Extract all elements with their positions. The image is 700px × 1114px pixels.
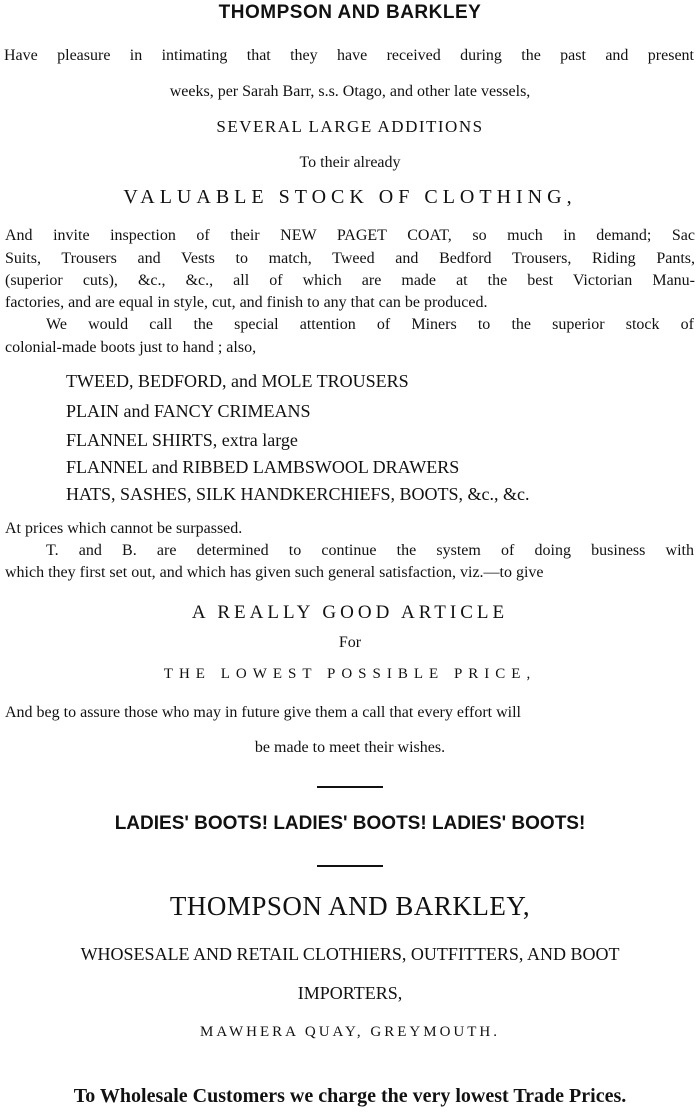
invite-line-2: Suits, Trousers and Vests to match, Tweed and Bedford Trousers, Riding Pants, [5,250,695,267]
additions-heading: SEVERAL LARGE ADDITIONS [216,117,484,136]
ladies-boots-banner: LADIES' BOOTS! LADIES' BOOTS! LADIES' BOOTS! [114,813,586,834]
assure-line-1: And beg to assure those who may in future give them a call that every effort will [5,704,521,721]
stock-item: FLANNEL SHIRTS, extra large [66,430,298,450]
intro-line-2: weeks, per Sarah Barr, s.s. Otago, and other late vessels, [169,83,531,100]
invite-line-4: factories, and are equal in style, cut, and finish to any that can be produced. [5,294,488,311]
lowest-price-heading: THE LOWEST POSSIBLE PRICE, [163,666,537,682]
system-line-2: which they first set out, and which has given such general satisfaction, viz.—to give [5,564,544,581]
ad-title: THOMPSON AND BARKLEY [218,2,482,23]
prices-line: At prices which cannot be surpassed. [5,520,243,537]
article-heading: A REALLY GOOD ARTICLE [191,602,509,623]
stock-item: HATS, SASHES, SILK HANDKERCHIEFS, BOOTS, &c., &c. [66,484,530,504]
wholesale-note: To Wholesale Customers we charge the very lowest Trade Prices. [73,1085,627,1107]
stock-item: PLAIN and FANCY CRIMEANS [66,401,311,421]
miners-line-2: colonial-made boots just to hand ; also, [5,339,257,356]
miners-line-1: We would call the special attention of Miners to the superior stock of [46,316,694,333]
for-line: For [338,634,362,651]
invite-line-1: And invite inspection of their NEW PAGET COAT, so much in demand; Sac [5,227,695,244]
trade-line-1: WHOSESALE AND RETAIL CLOTHIERS, OUTFITTERS, AND BOOT [80,944,620,964]
stock-item: FLANNEL and RIBBED LAMBSWOOL DRAWERS [66,457,460,477]
system-line-1: T. and B. are determined to continue the system of doing business with [46,542,694,559]
stock-heading: VALUABLE STOCK OF CLOTHING, [123,186,577,208]
assure-line-2: be made to meet their wishes. [254,739,446,756]
already-line: To their already [299,154,401,171]
address-line: MAWHERA QUAY, GREYMOUTH. [200,1024,500,1040]
firm-name: THOMPSON AND BARKLEY, [169,891,531,921]
divider-rule [317,865,383,867]
intro-line-1: Have pleasure in intimating that they have received during the past and present [4,47,694,64]
divider-rule [317,786,383,788]
trade-line-2: IMPORTERS, [297,983,403,1003]
stock-item: TWEED, BEDFORD, and MOLE TROUSERS [66,371,409,391]
invite-line-3: (superior cuts), &c., &c., all of which are made at the best Victorian Manu- [5,272,695,289]
